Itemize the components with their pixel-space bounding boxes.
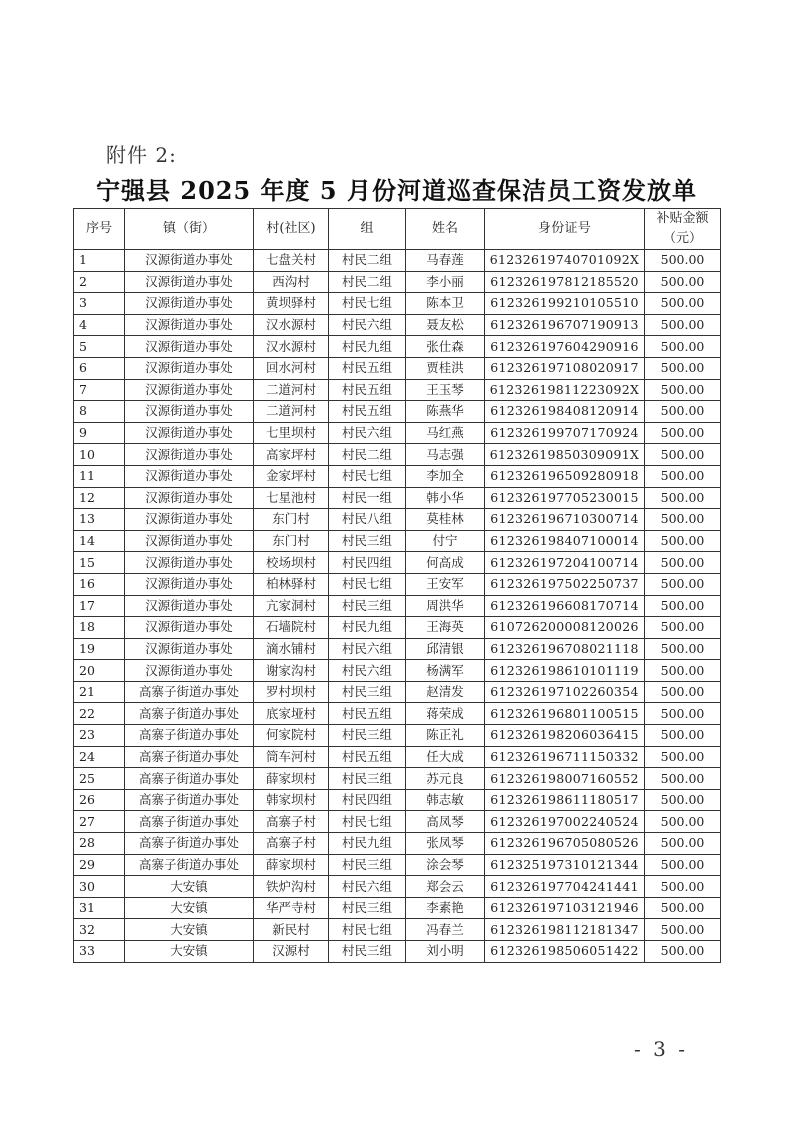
table-row xyxy=(74,876,721,898)
table-row xyxy=(74,422,721,444)
cell-name: 马志强 xyxy=(406,444,485,466)
cell-group: 村民五组 xyxy=(329,357,406,379)
cell-village: 高寨子村 xyxy=(254,811,329,833)
header-village: 村(社区) xyxy=(254,209,329,250)
table-row xyxy=(74,919,721,941)
cell-no: 4 xyxy=(74,314,125,336)
cell-town: 汉源街道办事处 xyxy=(125,444,254,466)
cell-amount: 500.00 xyxy=(645,919,721,941)
cell-town: 汉源街道办事处 xyxy=(125,509,254,531)
cell-no: 14 xyxy=(74,530,125,552)
cell-amount: 500.00 xyxy=(645,271,721,293)
cell-amount: 500.00 xyxy=(645,941,721,963)
cell-town: 汉源街道办事处 xyxy=(125,271,254,293)
cell-group: 村民六组 xyxy=(329,660,406,682)
cell-name: 张仕森 xyxy=(406,336,485,358)
cell-village: 柏林驿村 xyxy=(254,573,329,595)
cell-amount: 500.00 xyxy=(645,681,721,703)
table-row xyxy=(74,725,721,747)
cell-amount: 500.00 xyxy=(645,401,721,423)
cell-no: 9 xyxy=(74,422,125,444)
cell-no: 10 xyxy=(74,444,125,466)
cell-village: 谢家沟村 xyxy=(254,660,329,682)
cell-name: 涂会琴 xyxy=(406,854,485,876)
cell-village: 薛家坝村 xyxy=(254,768,329,790)
cell-group: 村民五组 xyxy=(329,703,406,725)
cell-no: 1 xyxy=(74,250,125,272)
cell-town: 汉源街道办事处 xyxy=(125,638,254,660)
cell-town: 汉源街道办事处 xyxy=(125,379,254,401)
cell-group: 村民九组 xyxy=(329,336,406,358)
cell-amount: 500.00 xyxy=(645,876,721,898)
cell-id-number: 612326196705080526 xyxy=(485,833,645,855)
cell-no: 33 xyxy=(74,941,125,963)
cell-no: 32 xyxy=(74,919,125,941)
cell-name: 马春莲 xyxy=(406,250,485,272)
table-row xyxy=(74,379,721,401)
header-amount-line2: （元） xyxy=(662,231,702,246)
cell-town: 汉源街道办事处 xyxy=(125,595,254,617)
cell-town: 大安镇 xyxy=(125,876,254,898)
payroll-table xyxy=(73,208,721,963)
cell-group: 村民四组 xyxy=(329,789,406,811)
cell-town: 高寨子街道办事处 xyxy=(125,789,254,811)
cell-name: 莫桂林 xyxy=(406,509,485,531)
table-row xyxy=(74,314,721,336)
cell-village: 铁炉沟村 xyxy=(254,876,329,898)
cell-group: 村民六组 xyxy=(329,876,406,898)
cell-town: 高寨子街道办事处 xyxy=(125,854,254,876)
cell-name: 赵清发 xyxy=(406,681,485,703)
cell-group: 村民三组 xyxy=(329,854,406,876)
cell-id-number: 612326198610101119 xyxy=(485,660,645,682)
table-row xyxy=(74,465,721,487)
table-row xyxy=(74,357,721,379)
cell-town: 汉源街道办事处 xyxy=(125,357,254,379)
cell-no: 11 xyxy=(74,465,125,487)
cell-town: 汉源街道办事处 xyxy=(125,465,254,487)
table-row xyxy=(74,941,721,963)
attachment-label: 附件 2: xyxy=(106,143,177,167)
cell-village: 回水河村 xyxy=(254,357,329,379)
cell-village: 薛家坝村 xyxy=(254,854,329,876)
cell-id-number: 612326196707190913 xyxy=(485,314,645,336)
cell-group: 村民一组 xyxy=(329,487,406,509)
cell-name: 王玉琴 xyxy=(406,379,485,401)
cell-id-number: 61232619811223092X xyxy=(485,379,645,401)
table-row xyxy=(74,789,721,811)
table-row xyxy=(74,833,721,855)
cell-village: 石墙院村 xyxy=(254,617,329,639)
cell-no: 25 xyxy=(74,768,125,790)
table-row xyxy=(74,746,721,768)
cell-group: 村民六组 xyxy=(329,638,406,660)
cell-town: 高寨子街道办事处 xyxy=(125,811,254,833)
cell-id-number: 612326197103121946 xyxy=(485,897,645,919)
cell-group: 村民五组 xyxy=(329,401,406,423)
cell-town: 大安镇 xyxy=(125,941,254,963)
cell-id-number: 612326198112181347 xyxy=(485,919,645,941)
cell-amount: 500.00 xyxy=(645,638,721,660)
cell-name: 王海英 xyxy=(406,617,485,639)
cell-name: 刘小明 xyxy=(406,941,485,963)
cell-group: 村民六组 xyxy=(329,314,406,336)
cell-group: 村民四组 xyxy=(329,552,406,574)
cell-name: 付宁 xyxy=(406,530,485,552)
cell-town: 汉源街道办事处 xyxy=(125,401,254,423)
cell-amount: 500.00 xyxy=(645,357,721,379)
cell-amount: 500.00 xyxy=(645,509,721,531)
cell-name: 贾桂洪 xyxy=(406,357,485,379)
cell-id-number: 612326196710300714 xyxy=(485,509,645,531)
cell-village: 二道河村 xyxy=(254,379,329,401)
cell-name: 苏元良 xyxy=(406,768,485,790)
cell-amount: 500.00 xyxy=(645,573,721,595)
cell-no: 26 xyxy=(74,789,125,811)
cell-amount: 500.00 xyxy=(645,465,721,487)
cell-town: 高寨子街道办事处 xyxy=(125,681,254,703)
cell-amount: 500.00 xyxy=(645,530,721,552)
cell-amount: 500.00 xyxy=(645,854,721,876)
cell-village: 高家坪村 xyxy=(254,444,329,466)
header-group: 组 xyxy=(329,209,406,250)
cell-group: 村民三组 xyxy=(329,897,406,919)
cell-id-number: 612326198611180517 xyxy=(485,789,645,811)
cell-name: 邱清银 xyxy=(406,638,485,660)
header-amount-line1: 补贴金额 xyxy=(656,211,709,226)
cell-name: 陈正礼 xyxy=(406,725,485,747)
table-row xyxy=(74,573,721,595)
cell-id-number: 612326197812185520 xyxy=(485,271,645,293)
cell-group: 村民八组 xyxy=(329,509,406,531)
cell-group: 村民七组 xyxy=(329,811,406,833)
cell-village: 高寨子村 xyxy=(254,833,329,855)
cell-group: 村民三组 xyxy=(329,681,406,703)
header-no: 序号 xyxy=(74,209,125,250)
cell-town: 汉源街道办事处 xyxy=(125,250,254,272)
cell-town: 大安镇 xyxy=(125,897,254,919)
table-row xyxy=(74,638,721,660)
cell-name: 聂友松 xyxy=(406,314,485,336)
table-row xyxy=(74,444,721,466)
cell-village: 韩家坝村 xyxy=(254,789,329,811)
table-row xyxy=(74,703,721,725)
cell-name: 马红燕 xyxy=(406,422,485,444)
cell-town: 汉源街道办事处 xyxy=(125,487,254,509)
cell-town: 汉源街道办事处 xyxy=(125,552,254,574)
cell-name: 周洪华 xyxy=(406,595,485,617)
cell-no: 15 xyxy=(74,552,125,574)
table-row xyxy=(74,768,721,790)
cell-town: 汉源街道办事处 xyxy=(125,573,254,595)
cell-name: 陈燕华 xyxy=(406,401,485,423)
cell-name: 张凤琴 xyxy=(406,833,485,855)
cell-no: 30 xyxy=(74,876,125,898)
cell-group: 村民三组 xyxy=(329,941,406,963)
page-title: 宁强县 2025 年度 5 月份河道巡查保洁员工资发放单 xyxy=(96,176,697,205)
cell-group: 村民三组 xyxy=(329,595,406,617)
page-number: - 3 - xyxy=(634,1037,688,1061)
cell-amount: 500.00 xyxy=(645,293,721,315)
table-row xyxy=(74,271,721,293)
cell-amount: 500.00 xyxy=(645,250,721,272)
cell-village: 筒车河村 xyxy=(254,746,329,768)
cell-village: 西沟村 xyxy=(254,271,329,293)
cell-id-number: 612326197102260354 xyxy=(485,681,645,703)
cell-id-number: 612326198407100014 xyxy=(485,530,645,552)
cell-village: 七里坝村 xyxy=(254,422,329,444)
cell-group: 村民三组 xyxy=(329,530,406,552)
cell-village: 七星池村 xyxy=(254,487,329,509)
cell-name: 韩志敏 xyxy=(406,789,485,811)
cell-id-number: 612326197002240524 xyxy=(485,811,645,833)
cell-village: 校场坝村 xyxy=(254,552,329,574)
cell-id-number: 612326196708021118 xyxy=(485,638,645,660)
table-row xyxy=(74,681,721,703)
table-row xyxy=(74,811,721,833)
cell-amount: 500.00 xyxy=(645,703,721,725)
cell-town: 汉源街道办事处 xyxy=(125,314,254,336)
table-row xyxy=(74,487,721,509)
cell-village: 底家垭村 xyxy=(254,703,329,725)
cell-group: 村民三组 xyxy=(329,768,406,790)
cell-id-number: 612326196801100515 xyxy=(485,703,645,725)
cell-id-number: 612326198007160552 xyxy=(485,768,645,790)
cell-no: 20 xyxy=(74,660,125,682)
cell-village: 新民村 xyxy=(254,919,329,941)
cell-no: 2 xyxy=(74,271,125,293)
table-body xyxy=(74,250,721,963)
cell-no: 24 xyxy=(74,746,125,768)
cell-id-number: 612326197705230015 xyxy=(485,487,645,509)
table-row xyxy=(74,617,721,639)
cell-amount: 500.00 xyxy=(645,897,721,919)
cell-no: 3 xyxy=(74,293,125,315)
table-header-row xyxy=(74,209,721,250)
cell-group: 村民七组 xyxy=(329,919,406,941)
cell-amount: 500.00 xyxy=(645,768,721,790)
table-row xyxy=(74,336,721,358)
cell-village: 华严寺村 xyxy=(254,897,329,919)
header-town: 镇（街） xyxy=(125,209,254,250)
cell-name: 王安军 xyxy=(406,573,485,595)
cell-village: 东门村 xyxy=(254,509,329,531)
cell-town: 高寨子街道办事处 xyxy=(125,768,254,790)
cell-id-number: 612325197310121344 xyxy=(485,854,645,876)
cell-amount: 500.00 xyxy=(645,444,721,466)
cell-id-number: 612326196509280918 xyxy=(485,465,645,487)
cell-id-number: 612326196711150332 xyxy=(485,746,645,768)
cell-id-number: 61232619740701092X xyxy=(485,250,645,272)
table-row xyxy=(74,401,721,423)
header-name: 姓名 xyxy=(406,209,485,250)
cell-group: 村民五组 xyxy=(329,379,406,401)
cell-id-number: 612326198506051422 xyxy=(485,941,645,963)
cell-id-number: 612326196608170714 xyxy=(485,595,645,617)
cell-group: 村民六组 xyxy=(329,422,406,444)
cell-group: 村民七组 xyxy=(329,293,406,315)
cell-name: 李加全 xyxy=(406,465,485,487)
cell-name: 陈本卫 xyxy=(406,293,485,315)
cell-village: 东门村 xyxy=(254,530,329,552)
cell-town: 高寨子街道办事处 xyxy=(125,703,254,725)
cell-village: 金家坪村 xyxy=(254,465,329,487)
cell-id-number: 612326199210105510 xyxy=(485,293,645,315)
cell-amount: 500.00 xyxy=(645,379,721,401)
cell-id-number: 612326197204100714 xyxy=(485,552,645,574)
cell-no: 12 xyxy=(74,487,125,509)
cell-id-number: 612326197604290916 xyxy=(485,336,645,358)
table-row xyxy=(74,552,721,574)
cell-amount: 500.00 xyxy=(645,595,721,617)
cell-amount: 500.00 xyxy=(645,789,721,811)
cell-group: 村民二组 xyxy=(329,444,406,466)
cell-no: 27 xyxy=(74,811,125,833)
cell-town: 汉源街道办事处 xyxy=(125,617,254,639)
table-row xyxy=(74,509,721,531)
cell-id-number: 612326199707170924 xyxy=(485,422,645,444)
cell-group: 村民九组 xyxy=(329,833,406,855)
cell-amount: 500.00 xyxy=(645,422,721,444)
cell-group: 村民七组 xyxy=(329,465,406,487)
cell-id-number: 612326197704241441 xyxy=(485,876,645,898)
cell-no: 5 xyxy=(74,336,125,358)
table-row xyxy=(74,250,721,272)
cell-name: 杨满军 xyxy=(406,660,485,682)
cell-village: 汉水源村 xyxy=(254,314,329,336)
cell-amount: 500.00 xyxy=(645,660,721,682)
cell-name: 李素艳 xyxy=(406,897,485,919)
table-row xyxy=(74,660,721,682)
cell-village: 何家院村 xyxy=(254,725,329,747)
table-row xyxy=(74,530,721,552)
cell-village: 汉水源村 xyxy=(254,336,329,358)
cell-id-number: 61232619850309091X xyxy=(485,444,645,466)
cell-no: 16 xyxy=(74,573,125,595)
cell-town: 汉源街道办事处 xyxy=(125,293,254,315)
cell-amount: 500.00 xyxy=(645,746,721,768)
cell-amount: 500.00 xyxy=(645,833,721,855)
table-row xyxy=(74,854,721,876)
cell-no: 18 xyxy=(74,617,125,639)
cell-town: 大安镇 xyxy=(125,919,254,941)
cell-town: 汉源街道办事处 xyxy=(125,530,254,552)
cell-town: 汉源街道办事处 xyxy=(125,660,254,682)
cell-no: 8 xyxy=(74,401,125,423)
cell-village: 二道河村 xyxy=(254,401,329,423)
cell-town: 汉源街道办事处 xyxy=(125,336,254,358)
cell-amount: 500.00 xyxy=(645,725,721,747)
cell-group: 村民三组 xyxy=(329,725,406,747)
cell-village: 七盘关村 xyxy=(254,250,329,272)
cell-town: 高寨子街道办事处 xyxy=(125,746,254,768)
cell-town: 汉源街道办事处 xyxy=(125,422,254,444)
cell-name: 高凤琴 xyxy=(406,811,485,833)
cell-id-number: 612326197502250737 xyxy=(485,573,645,595)
cell-group: 村民二组 xyxy=(329,250,406,272)
table-row xyxy=(74,595,721,617)
cell-village: 亢家洞村 xyxy=(254,595,329,617)
cell-group: 村民五组 xyxy=(329,746,406,768)
cell-no: 28 xyxy=(74,833,125,855)
cell-amount: 500.00 xyxy=(645,487,721,509)
cell-amount: 500.00 xyxy=(645,314,721,336)
table-row xyxy=(74,897,721,919)
cell-no: 19 xyxy=(74,638,125,660)
cell-no: 17 xyxy=(74,595,125,617)
cell-name: 李小丽 xyxy=(406,271,485,293)
cell-name: 郑会云 xyxy=(406,876,485,898)
cell-no: 22 xyxy=(74,703,125,725)
cell-town: 高寨子街道办事处 xyxy=(125,833,254,855)
cell-amount: 500.00 xyxy=(645,552,721,574)
cell-no: 29 xyxy=(74,854,125,876)
cell-village: 滴水铺村 xyxy=(254,638,329,660)
cell-amount: 500.00 xyxy=(645,336,721,358)
cell-village: 黄坝驿村 xyxy=(254,293,329,315)
cell-village: 汉源村 xyxy=(254,941,329,963)
cell-no: 21 xyxy=(74,681,125,703)
cell-id-number: 610726200008120026 xyxy=(485,617,645,639)
cell-village: 罗村坝村 xyxy=(254,681,329,703)
cell-town: 高寨子街道办事处 xyxy=(125,725,254,747)
cell-no: 13 xyxy=(74,509,125,531)
cell-group: 村民七组 xyxy=(329,573,406,595)
cell-id-number: 612326198206036415 xyxy=(485,725,645,747)
cell-no: 31 xyxy=(74,897,125,919)
cell-amount: 500.00 xyxy=(645,811,721,833)
cell-name: 蒋荣成 xyxy=(406,703,485,725)
cell-name: 韩小华 xyxy=(406,487,485,509)
table-row xyxy=(74,293,721,315)
cell-name: 冯春兰 xyxy=(406,919,485,941)
cell-amount: 500.00 xyxy=(645,617,721,639)
cell-group: 村民二组 xyxy=(329,271,406,293)
cell-name: 任大成 xyxy=(406,746,485,768)
cell-no: 23 xyxy=(74,725,125,747)
cell-id-number: 612326198408120914 xyxy=(485,401,645,423)
cell-no: 6 xyxy=(74,357,125,379)
header-id-number: 身份证号 xyxy=(485,209,645,250)
cell-name: 何高成 xyxy=(406,552,485,574)
cell-id-number: 612326197108020917 xyxy=(485,357,645,379)
header-amount xyxy=(645,209,721,250)
cell-group: 村民九组 xyxy=(329,617,406,639)
cell-no: 7 xyxy=(74,379,125,401)
